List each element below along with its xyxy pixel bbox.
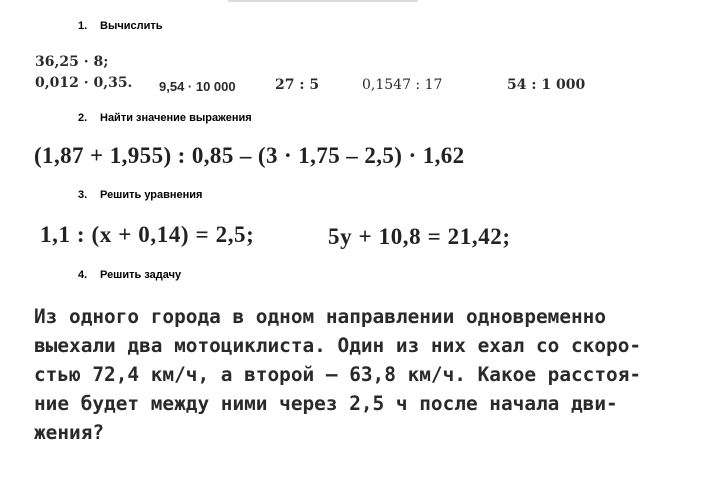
expression-2: (1,87 + 1,955) : 0,85 – (3 · 1,75 – 2,5) · 1,62 [34, 143, 465, 168]
task-number: 4. [78, 269, 88, 281]
problem-line: ние будет между ними через 2,5 ч после начала дви- [34, 392, 618, 415]
expression-c: 9,54 · 10 000 [159, 79, 236, 94]
problem-line: стью 72,4 км/ч, а второй — 63,8 км/ч. Какое расстоя- [34, 363, 642, 386]
problem-line: выехали два мотоциклиста. Один из них ехал со скоро- [34, 334, 642, 357]
scan-artifact [228, 0, 418, 2]
equation-2: 5y + 10,8 = 21,42; [328, 224, 511, 249]
task-title: Найти значение выражения [100, 112, 252, 124]
task-number: 2. [78, 112, 88, 124]
task-title: Решить уравнения [100, 189, 203, 201]
task-3-heading [78, 189, 202, 201]
task-2-heading [78, 112, 252, 124]
task-1-heading [78, 20, 163, 32]
expression-b: 0,012 · 0,35. [35, 75, 133, 91]
task-title: Решить задачу [100, 269, 182, 281]
expression-d: 27 : 5 [275, 77, 320, 93]
expression-e: 0,1547 : 17 [362, 77, 443, 93]
expression-a: 36,25 · 8; [35, 54, 109, 70]
expression-f: 54 : 1 000 [507, 77, 586, 93]
task-4-heading [78, 269, 181, 281]
task-number: 1. [78, 20, 88, 32]
task-number: 3. [78, 189, 88, 201]
equation-1: 1,1 : (x + 0,14) = 2,5; [40, 222, 255, 247]
problem-line: жения? [34, 421, 105, 444]
problem-line: Из одного города в одном направлении одновременно [34, 305, 607, 328]
task-title: Вычислить [100, 20, 163, 32]
word-problem [34, 302, 704, 447]
